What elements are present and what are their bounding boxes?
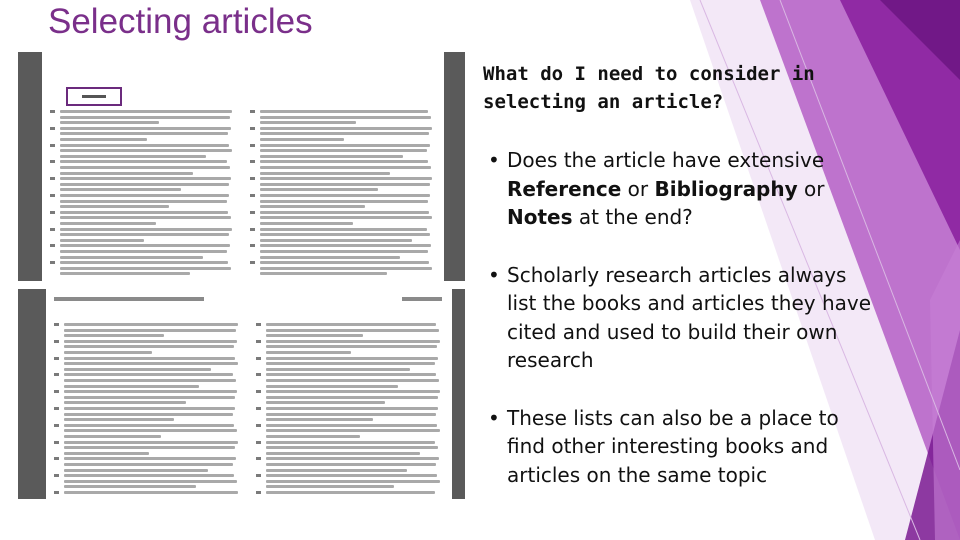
reference-number-mark [250, 160, 255, 163]
scanned-text-line [64, 418, 174, 421]
scanned-text-line [60, 205, 169, 208]
scanned-text-line [64, 334, 164, 337]
reference-number-mark [50, 211, 55, 214]
scanned-text-line [266, 424, 437, 427]
scanned-text-line [64, 373, 233, 376]
bullet-list [480, 146, 880, 489]
scanned-text-line [60, 216, 231, 219]
scanned-text-line [64, 474, 234, 477]
reference-number-mark [54, 457, 59, 460]
scanned-text-line [60, 272, 190, 275]
scanned-text-line [266, 351, 351, 354]
scanned-text-line [266, 457, 439, 460]
scanned-text-line [260, 177, 432, 180]
scanned-text-line [64, 385, 199, 388]
reference-number-mark [250, 110, 255, 113]
scanned-text-line [64, 457, 236, 460]
scanned-text-line [64, 345, 234, 348]
scanned-text-line [266, 413, 436, 416]
reference-number-mark [50, 228, 55, 231]
bullet-item [480, 404, 880, 490]
bullet-text: These lists can also be a place to find other interesting books and articles on the same topic [507, 405, 839, 487]
scanned-text-line [64, 340, 237, 343]
reference-number-mark [54, 323, 59, 326]
scanned-text-line [260, 211, 429, 214]
reference-number-mark [250, 177, 255, 180]
page-number-line [402, 297, 442, 301]
scanned-text-line [60, 177, 231, 180]
reference-number-mark [256, 340, 261, 343]
scanned-text-line [260, 222, 353, 225]
scanned-text-line [64, 435, 161, 438]
reference-number-mark [50, 160, 55, 163]
scanned-text-line [266, 435, 360, 438]
scanned-text-line [260, 155, 403, 158]
scanned-text-line [60, 228, 232, 231]
reference-number-mark [54, 340, 59, 343]
scanned-text-line [60, 121, 159, 124]
bullet-dot-icon: • [488, 148, 500, 172]
reference-number-mark [54, 441, 59, 444]
reference-number-mark [256, 441, 261, 444]
reference-keyword: Reference [507, 176, 622, 201]
scanned-text-line [266, 485, 394, 488]
bullet-dot-icon: • [488, 405, 500, 430]
scanned-text-line [64, 379, 236, 382]
reference-number-mark [50, 261, 55, 264]
scanned-text-line [64, 429, 237, 432]
reference-number-mark [256, 491, 261, 494]
scanned-text-line [60, 172, 193, 175]
scanned-reference-page [42, 52, 444, 281]
scanned-text-line [266, 469, 407, 472]
scanned-text-line [260, 127, 432, 130]
scanned-text-line [60, 244, 230, 247]
scanned-text-line [64, 480, 237, 483]
scanned-text-line [260, 194, 430, 197]
reference-number-mark [54, 474, 59, 477]
scanned-text-line [60, 144, 229, 147]
scanned-text-line [260, 188, 378, 191]
reference-number-mark [256, 407, 261, 410]
scanned-text-line [60, 211, 228, 214]
scanned-text-line [60, 222, 156, 225]
reference-number-mark [256, 474, 261, 477]
scanned-text-line [266, 441, 435, 444]
scanned-text-line [266, 418, 373, 421]
scanned-text-line [60, 194, 229, 197]
scanned-text-line [260, 205, 365, 208]
bullet-item [480, 146, 880, 232]
scanned-text-line [266, 334, 363, 337]
scanned-text-line [260, 267, 432, 270]
reference-number-mark [250, 127, 255, 130]
page-header-line [54, 297, 204, 301]
reference-number-mark [54, 424, 59, 427]
scanned-text-line [260, 233, 430, 236]
scanned-text-line [266, 329, 439, 332]
bullet-text: Scholarly research articles always list the books and articles they have cited and used to build their own research [507, 262, 872, 372]
bullet-text: Does the article have extensive Reference or Bibliography or Notes at the end? [507, 148, 825, 229]
scanned-text-line [260, 144, 430, 147]
scanned-text-line [260, 228, 427, 231]
scanned-text-line [266, 357, 438, 360]
scanned-text-line [60, 138, 147, 141]
scanned-text-line [266, 446, 438, 449]
scanned-text-line [266, 474, 437, 477]
scanned-text-line [260, 121, 356, 124]
reference-number-mark [256, 457, 261, 460]
scanned-reference-page [46, 289, 452, 499]
scanned-text-line [64, 452, 149, 455]
scanned-text-line [64, 463, 233, 466]
scanned-text-line [60, 155, 206, 158]
reference-number-mark [50, 127, 55, 130]
scanned-text-line [60, 132, 228, 135]
scanned-text-line [64, 413, 233, 416]
scanned-text-line [64, 469, 208, 472]
reference-number-mark [250, 144, 255, 147]
scanned-text-line [60, 166, 230, 169]
scanned-text-line [266, 373, 436, 376]
scanned-text-line [60, 239, 144, 242]
scanned-text-line [266, 429, 440, 432]
scanned-text-line [260, 239, 412, 242]
scanned-text-line [266, 345, 437, 348]
reference-number-mark [50, 144, 55, 147]
scanned-text-line [266, 401, 385, 404]
scanned-text-line [60, 261, 228, 264]
slide-title: Selecting articles [48, 2, 313, 41]
scanned-text-line [266, 407, 438, 410]
scanned-text-line [64, 485, 196, 488]
reference-number-mark [250, 261, 255, 264]
scanned-text-line [60, 233, 229, 236]
scanned-text-line [260, 250, 428, 253]
reference-number-mark [256, 373, 261, 376]
scanned-text-line [60, 188, 181, 191]
reference-number-mark [54, 407, 59, 410]
notes-keyword: Notes [507, 205, 573, 229]
reference-number-mark [50, 177, 55, 180]
reference-number-mark [54, 357, 59, 360]
scanned-text-line [266, 491, 435, 494]
scanned-text-line [64, 401, 186, 404]
scanned-text-line [260, 261, 429, 264]
reference-number-mark [54, 491, 59, 494]
scanned-text-line [260, 149, 427, 152]
scanned-text-line [260, 138, 344, 141]
scanned-text-line [260, 116, 431, 119]
scanned-text-line [64, 446, 235, 449]
reference-number-mark [250, 211, 255, 214]
scanned-text-line [266, 390, 440, 393]
scanned-text-line [260, 183, 430, 186]
scanned-text-line [260, 132, 429, 135]
scanned-text-line [64, 424, 234, 427]
scanned-text-line [266, 463, 436, 466]
bullet-dot-icon: • [488, 262, 500, 287]
scanned-text-line [64, 491, 238, 494]
scanned-text-line [260, 216, 432, 219]
reference-number-mark [50, 194, 55, 197]
reference-number-mark [256, 323, 261, 326]
scanned-text-line [60, 116, 230, 119]
bullet-item [480, 261, 880, 375]
scanned-text-line [64, 362, 238, 365]
scanned-text-line [64, 396, 235, 399]
reference-number-mark [250, 244, 255, 247]
scanned-text-line [260, 272, 387, 275]
scanned-text-line [266, 452, 420, 455]
scanned-text-line [266, 362, 435, 365]
reference-number-mark [256, 390, 261, 393]
scanned-text-line [60, 149, 232, 152]
scanned-text-line [266, 379, 439, 382]
scanned-text-line [266, 480, 440, 483]
scanned-text-line [64, 368, 211, 371]
scanned-text-line [266, 385, 398, 388]
scanned-text-line [260, 256, 400, 259]
reference-number-mark [256, 357, 261, 360]
reference-number-mark [54, 373, 59, 376]
reference-number-mark [50, 244, 55, 247]
scanned-text-line [260, 166, 431, 169]
scanned-text-line [64, 390, 237, 393]
scanned-text-line [266, 396, 438, 399]
scanned-text-line [260, 200, 428, 203]
scanned-text-line [60, 160, 227, 163]
scanned-text-line [266, 340, 440, 343]
scanned-text-line [64, 323, 238, 326]
scanned-text-line [266, 323, 436, 326]
scanned-text-line [60, 250, 227, 253]
bibliography-keyword: Bibliography [654, 176, 798, 201]
reference-number-mark [250, 194, 255, 197]
reference-number-mark [256, 424, 261, 427]
scanned-text-line [64, 441, 238, 444]
scanned-text-line [266, 368, 410, 371]
scanned-text-line [260, 160, 428, 163]
reference-page-image-2 [18, 289, 465, 499]
scanned-text-line [60, 267, 231, 270]
question-heading: What do I need to consider in selecting an article? [483, 63, 815, 113]
scanned-text-line [64, 351, 152, 354]
scanned-text-line [260, 110, 428, 113]
scanned-text-line [60, 110, 232, 113]
references-highlight-box [66, 87, 122, 106]
reference-page-image-1 [18, 52, 465, 281]
reference-number-mark [250, 228, 255, 231]
reference-number-mark [50, 110, 55, 113]
reference-number-mark [54, 390, 59, 393]
scanned-text-line [60, 183, 229, 186]
scanned-text-line [60, 256, 203, 259]
scanned-text-line [260, 244, 431, 247]
scanned-text-line [60, 200, 227, 203]
scanned-text-line [64, 407, 235, 410]
scanned-text-line [64, 357, 235, 360]
scanned-text-line [64, 329, 236, 332]
scanned-text-line [60, 127, 231, 130]
scanned-text-line [260, 172, 390, 175]
